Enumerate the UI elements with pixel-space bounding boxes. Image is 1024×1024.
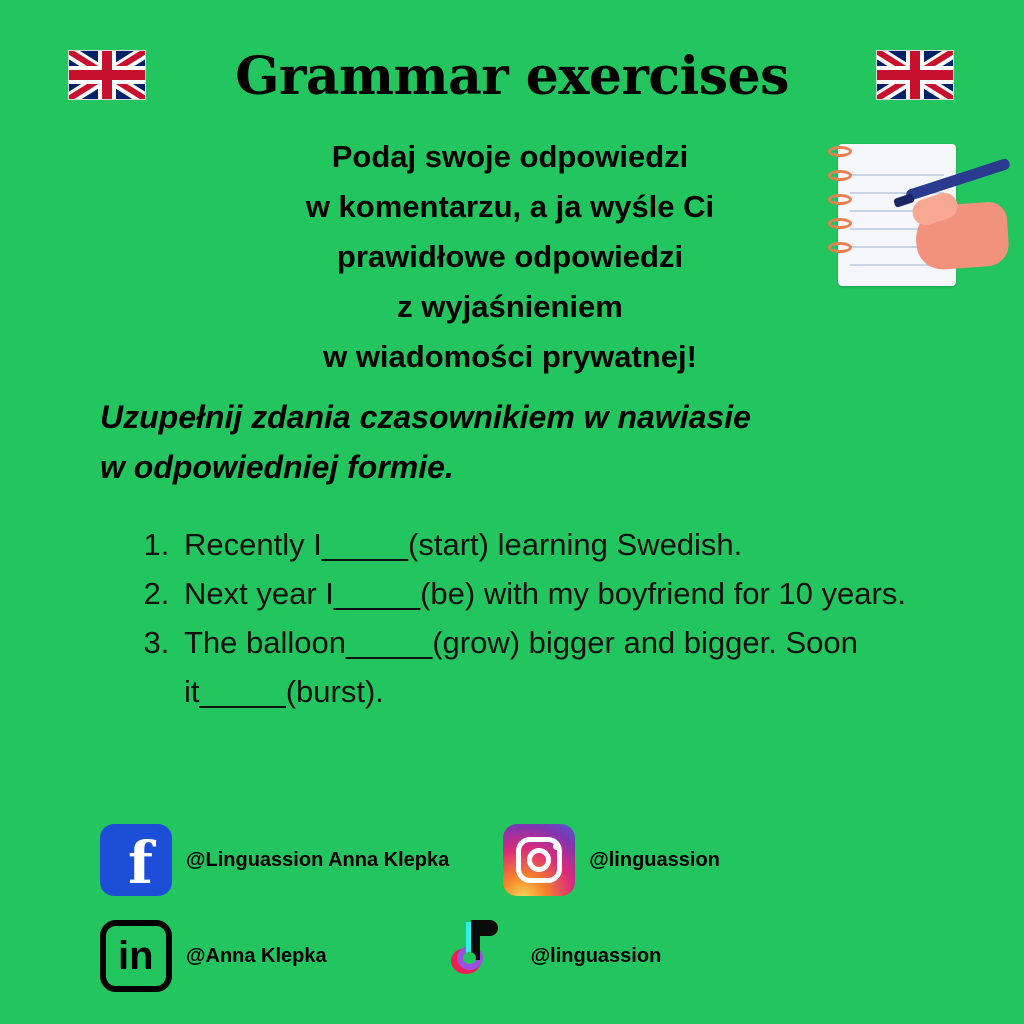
instruction-text xyxy=(100,392,940,492)
facebook-icon-letter: f xyxy=(128,829,153,897)
list-item: 1. Recently I_____(start) learning Swedish. xyxy=(178,520,960,569)
page-title xyxy=(0,36,1024,116)
social-linkedin[interactable] xyxy=(100,920,327,992)
intro-paragraph xyxy=(180,132,840,382)
intro-line-1: Podaj swoje odpowiedzi xyxy=(331,139,689,174)
social-tiktok[interactable] xyxy=(445,920,662,992)
social-facebook[interactable] xyxy=(100,824,449,896)
intro-line-2: w komentarzu, a ja wyśle Ci xyxy=(305,189,715,224)
list-item: 3. The balloon_____(grow) bigger and bigger. Soon it_____(burst). xyxy=(178,618,960,716)
tiktok-icon[interactable] xyxy=(445,920,517,992)
tiktok-handle: @linguassion xyxy=(530,944,662,967)
social-instagram[interactable] xyxy=(503,824,720,896)
page-title-text: Grammar exercises xyxy=(235,45,789,107)
linkedin-icon[interactable] xyxy=(100,920,172,992)
linkedin-handle: @Anna Klepka xyxy=(186,944,327,967)
linkedin-icon-letters: in xyxy=(118,934,154,978)
list-item: 2. Next year I_____(be) with my boyfriend for 10 years. xyxy=(178,569,960,618)
instagram-handle: @linguassion xyxy=(589,848,720,871)
instruction-line-1: Uzupełnij zdania czasownikiem w nawiasie xyxy=(100,399,751,435)
intro-line-5: w wiadomości prywatnej! xyxy=(323,339,697,374)
facebook-handle: @Linguassion Anna Klepka xyxy=(186,848,450,871)
notepad-and-pen-icon xyxy=(820,138,1010,298)
instruction-line-2: w odpowiedniej formie. xyxy=(100,449,454,485)
facebook-icon[interactable] xyxy=(100,824,172,896)
intro-line-3: prawidłowe odpowiedzi xyxy=(336,239,684,274)
instagram-icon[interactable] xyxy=(503,824,575,896)
intro-line-4: z wyjaśnieniem xyxy=(397,289,623,324)
social-row-1 xyxy=(100,812,960,908)
social-links xyxy=(100,812,960,1004)
exercise-list xyxy=(120,520,960,716)
social-row-2 xyxy=(100,908,960,1004)
